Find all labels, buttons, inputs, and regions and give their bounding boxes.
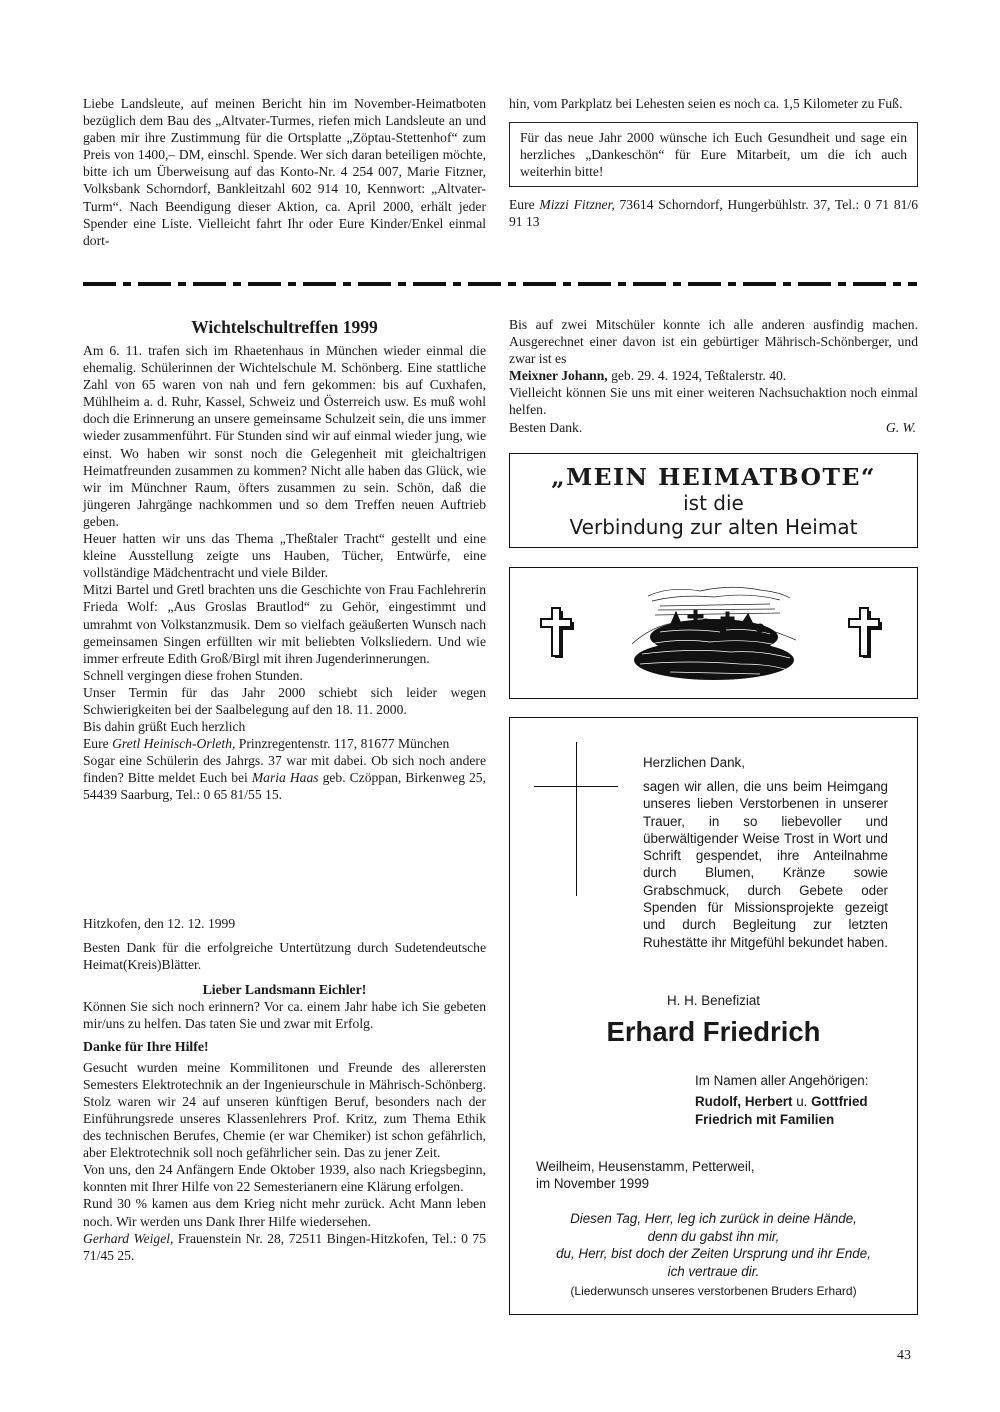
closing-text: Besten Dank. <box>509 419 583 435</box>
obituary-heading: Herzlichen Dank, <box>643 755 745 770</box>
wichtel-signature-prefix: Eure <box>83 736 113 752</box>
postscript-address: geb. Czöppan, Birkenweg 25, 54439 Saarburg, Tel.: 0 65 81/55 15. <box>83 770 487 803</box>
continued-paragraph-1: Bis auf zwei Mitschüler konnte ich alle anderen ausfindig machen. Ausgerechnet einer davon ist ein gebürtiger Mährisch-Schönberger, und zwar ist es <box>509 317 918 367</box>
page-number: 43 <box>897 1348 911 1363</box>
hitzkofen-body-2: Von uns, den 24 Anfängern Ende Oktober 1939, also nach Kriegsbeginn, konnten mit Ihrer Hilfe von 22 Semesterianern eine Klärung erfolgen. <box>83 1162 486 1195</box>
hitzkofen-letter-continued <box>509 316 918 436</box>
right-cross-icon <box>848 606 882 658</box>
family-names-3: Friedrich mit Familien <box>695 1112 835 1127</box>
signature-prefix: Eure <box>509 197 540 213</box>
wichtel-signature-name: Gretl Heinisch-Orleth, <box>112 736 236 752</box>
signature-name: Mizzi Fitzner, <box>539 197 615 213</box>
family-connector: u. <box>792 1094 812 1109</box>
wichtel-paragraph-3: Mitzi Bartel und Gretl brachten uns die Geschichte von Frau Fachlehrerin Frieda Wolf: „Aus Groslas Brautlod“ zu Gehör, eingestimmt und umrahmt von Volkstanzmusik. Dem so vielfach geäußerten Wunsch nach gemeinsamen Singen erfüllten wir mit beliebten Volksliedern. Und wie immer erfreute Edith Groß/Birgl mit ihren Jugenderinnerungen. <box>83 582 486 666</box>
intro-letter-signature <box>509 196 918 230</box>
section-separator <box>83 282 917 286</box>
family-names-2: Gottfried <box>811 1094 868 1109</box>
obituary-on-behalf: Im Namen aller Angehörigen: <box>695 1073 869 1088</box>
advert-line-2: ist die <box>683 491 744 515</box>
wichtel-title: Wichtelschultreffen 1999 <box>191 317 378 337</box>
continued-paragraph-2: Vielleicht können Sie uns mit einer weiteren Nachsuchaktion noch einmal helfen. <box>509 385 918 418</box>
intro-letter-continued <box>509 95 918 230</box>
new-year-wish-text: Für das neue Jahr 2000 wünsche ich Euch Gesundheit und sage ein herzliches „Dankeschön“ für Eure Mitarbeit, um die ich auch weiterhin bitte! <box>520 130 907 180</box>
wichtel-paragraph-2: Heuer hatten wir uns das Thema „Theßtaler Tracht“ gestellt und eine kleine Ausstellung zeigte uns Hauben, Tücher, Entwürfe, eine vollständige Mädchentracht und viele Bilder. <box>83 531 486 581</box>
intro-letter-continued-text: hin, vom Parkplatz bei Lehesten seien es noch ca. 1,5 Kilometer zu Fuß. <box>509 96 903 111</box>
heimatbote-advert <box>509 453 918 548</box>
hitzkofen-signature <box>83 1230 486 1264</box>
intro-letter-text: Liebe Landsleute, auf meinen Bericht hin im November-Heimatboten bezüglich dem Bau des „Altvater-Turmes, riefen mich Landsleute an und gaben mir ihre Zustimmung für die Ortsplatte „Zöptau-Stettenhof“ zum Preis von 1400,– DM, einschl. Spende. Wer sich daran beteiligen möchte, bitte ich um Überweisung auf das Konto-Nr. 4 254 007, Marie Fitzner, Volksbank Schorndorf, Bankleitzahl 602 914 10, Kennwort: „Altvater-Turm“. Nach Beendigung dieser Aktion, ca. April 2000, erhält jeder Spender eine Liste. Vielleicht fahrt Ihr oder Eure Kinder/Enkel einmal dort- <box>83 96 486 248</box>
obituary-body: sagen wir allen, die uns beim Heimgang unseres lieben Verstorbenen in unserer Trauer, in so liebevoller und überwältigender Weise Trost in Wort und Schrift gespendet, ihre Anteilnahme durch Blumen, Kränze sowie Grabschmuck, durch Gebete oder Spenden für Missionsprojekte gezeigt und durch Begleitung zur letzten Ruhestätte ihr Mitgefühl bekundet haben. <box>643 779 888 950</box>
hitzkofen-signature-name: Gerhard Weigel, <box>83 1230 174 1246</box>
advert-line-3: Verbindung zur alten Heimat <box>569 515 858 539</box>
hitzkofen-letter <box>83 915 486 1264</box>
wichtel-paragraph-4: Schnell vergingen diese frohen Stunden. <box>83 667 303 683</box>
family-names-1: Rudolf, Herbert <box>695 1094 793 1109</box>
verse-line-4: ich vertraue dir. <box>667 1263 760 1279</box>
obituary-place: Weilheim, Heusenstamm, Petterweil, <box>536 1159 755 1174</box>
obituary-song-note: (Liederwunsch unseres verstorbenen Bruders Erhard) <box>570 1284 857 1298</box>
advert-line-1: „MEIN HEIMATBOTE“ <box>551 463 876 491</box>
new-year-wish-box <box>509 122 918 187</box>
obituary-verse <box>509 1210 918 1280</box>
cross-horizontal-line <box>534 786 618 787</box>
left-cross-icon <box>540 606 574 658</box>
verse-line-1: Diesen Tag, Herr, leg ich zurück in deine Hände, <box>570 1211 857 1226</box>
deceased-name: Erhard Friedrich <box>606 1016 821 1047</box>
hitzkofen-body-1: Gesucht wurden meine Kommilitonen und Freunde des allerersten Semesters Elektrotechnik an der Ingenieurschule in Mährisch-Schönberg. Stolz waren wir 24 auf unseren künftigen Beruf, besonders nach der Einführungsrede unseres Klassenlehrers Prof. Kritz, zum Thema Ethik des technischen Berufes, Chemie (er war Chemiker) ist schon gefährlich, aber Elektrotechnik soll noch gefährlicher sein. Das zu jener Zeit. <box>83 1059 486 1161</box>
verse-line-3: du, Herr, bist doch der Zeiten Ursprung und ihr Ende, <box>556 1246 871 1262</box>
continued-named-person <box>509 367 918 384</box>
wichtel-signature-address: Prinzregentenstr. 117, 81677 München <box>235 736 450 752</box>
postscript-text: Sogar eine Schülerin des Jahrgs. 37 war mit dabei. Ob sich noch andere finden? Bitte meldet Euch bei <box>83 753 486 786</box>
wichtel-postscript <box>83 752 486 803</box>
obituary-date: im November 1999 <box>536 1176 650 1191</box>
verse-line-2: denn du gabst ihn mir, <box>647 1228 780 1244</box>
hitzkofen-date: Hitzkofen, den 12. 12. 1999 <box>83 916 236 931</box>
closing-initials: G. W. <box>885 419 916 435</box>
graveyard-engraving <box>630 582 798 682</box>
obituary-family <box>695 1093 868 1129</box>
obituary-title: H. H. Benefiziat <box>666 993 761 1008</box>
wichtel-paragraph-6: Bis dahin grüßt Euch herzlich <box>83 719 246 735</box>
hitzkofen-headline: Lieber Landsmann Eichler! <box>202 982 367 998</box>
wichtel-article <box>83 316 486 804</box>
hitzkofen-intro: Können Sie sich noch erinnern? Vor ca. einem Jahr habe ich Sie gebeten mir/uns zu helfen. Das taten Sie und zwar mit Erfolg. <box>83 999 486 1032</box>
wichtel-paragraph-1: Am 6. 11. trafen sich im Rhaetenhaus in München wieder einmal die ehemalig. Schülerinnen der Wichtelschule M. Schönberg. Eine stattliche Zahl von 65 waren von nah und fern gekommen: bis auf Cuxhafen, Mühlheim a. d. Ruhr, Kassel, Schweiz und Österreich usw. Es muß wohl doch die Erinnerung an unsere gemeinsame Schulzeit sein, die uns immer wieder zusammenführt. Für Stunden sind wir auf einmal wieder jung, wie einst. Wo haben wir sonst noch die Gelegenheit mit gleichaltrigen Heimatfreunden zusammen zu kommen? Nicht alle haben das Glück, wie wir im Münchner Raum, öfters zusammen zu sein. Schön, daß die jüngeren Jahrgänge nachkommen und so dem Treffen neuen Auftrieb geben. <box>83 343 486 529</box>
hitzkofen-danke: Danke für Ihre Hilfe! <box>83 1038 209 1054</box>
hitzkofen-signature-address: Frauenstein Nr. 28, 72511 Bingen-Hitzkofen, Tel.: 0 75 71/45 25. <box>83 1230 486 1263</box>
named-person-details: geb. 29. 4. 1924, Teßtalerstr. 40. <box>607 368 787 384</box>
hitzkofen-thanks: Besten Dank für die erfolgreiche Untertützung durch Sudetendeutsche Heimat(Kreis)Blätter. <box>83 940 486 973</box>
wichtel-paragraph-5: Unser Termin für das Jahr 2000 schiebt sich leider wegen Schwierigkeiten bei der Saalbelegung auf den 18. 11. 2000. <box>83 684 486 717</box>
intro-letter <box>83 95 486 249</box>
postscript-name: Maria Haas <box>251 770 319 786</box>
named-person-bold: Meixner Johann, <box>509 368 608 384</box>
hitzkofen-body-3: Rund 30 % kamen aus dem Krieg nicht mehr zurück. Acht Mann leben noch. Wir werden uns Dank Ihrer Hilfe wiedersehen. <box>83 1196 486 1229</box>
signature-address: 73614 Schorndorf, Hungerbühlstr. 37, Tel.: 0 71 81/6 91 13 <box>509 197 919 230</box>
memorial-illustration-box <box>509 567 918 699</box>
continued-closing-line <box>509 419 918 436</box>
cross-vertical-line <box>576 742 577 896</box>
wichtel-signature <box>83 735 486 752</box>
